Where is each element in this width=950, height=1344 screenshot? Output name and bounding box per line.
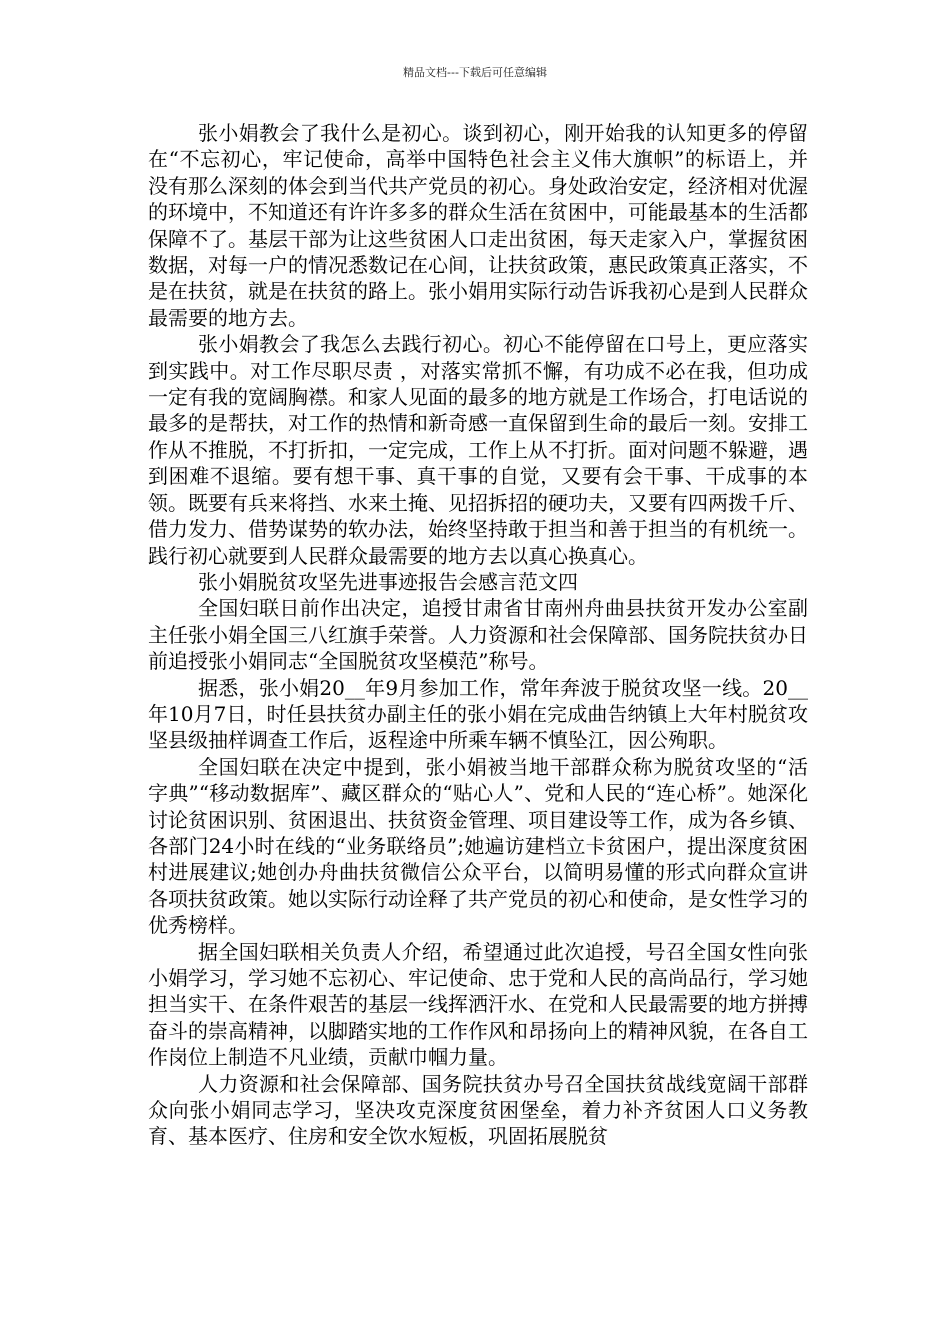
paragraph-7: 人力资源和社会保障部、国务院扶贫办号召全国扶贫战线宽阔干部群众向张小娟同志学习，坚决攻克深度贫困堡垒，着力补齐贫困人口义务教育、基本医疗、住房和安全饮水短板，巩固拓展脱贫 xyxy=(148,1071,808,1149)
paragraph-3: 全国妇联日前作出决定，追授甘肃省甘南州舟曲县扶贫开发办公室副主任张小娟全国三八红旗手荣誉。人力资源和社会保障部、国务院扶贫办日前追授张小娟同志“全国脱贫攻坚模范”称号。 xyxy=(148,596,808,674)
paragraph-4: 据悉，张小娟20__年9月参加工作，常年奔波于脱贫攻坚一线。20__年10月7日，时任县扶贫办副主任的张小娟在完成曲告纳镇上大年村脱贫攻坚县级抽样调查工作后，返程途中所乘车辆不慎坠江，因公殉职。 xyxy=(148,675,808,753)
paragraph-2: 张小娟教会了我怎么去践行初心。初心不能停留在口号上，更应落实到实践中。对工作尽职尽责 ，对落实常抓不懈，有功成不必在我，但功成一定有我的宽阔胸襟。和家人见面的最多的地方就是工作场合，打电话说的最多的是帮扶，对工作的热情和新奇感一直保留到生命的最后一刻。安排工作从不推脱，不打折扣，一定完成，工作上从不打折。面对问题不躲避，遇到困难不退缩。要有想干事、真干事的自觉，又要有会干事、干成事的本领。既要有兵来将挡、水来土掩、见招拆招的硬功夫，又要有四两拨千斤、借力发力、借势谋势的软办法，始终坚持敢于担当和善于担当的有机统一。 践行初心就要到人民群众最需要的地方去以真心换真心。 xyxy=(148,332,808,568)
paragraph-5: 全国妇联在决定中提到，张小娟被当地干部群众称为脱贫攻坚的“活字典”“移动数据库”、藏区群众的“贴心人”、党和人民的“连心桥”。她深化讨论贫困识别、贫困退出、扶贫资金管理、项目建设等工作，成为各乡镇、各部门24小时在线的“业务联络员”;她遍访建档立卡贫困户，提出深度贫困村进展建议;她创办舟曲扶贫微信公众平台，以简明易懂的形式向群众宣讲各项扶贫政策。她以实际行动诠释了共产党员的初心和使命，是女性学习的优秀榜样。 xyxy=(148,754,808,938)
page-header: 精品文档---下载后可任意编辑 xyxy=(403,66,547,79)
section-title: 张小娟脱贫攻坚先进事迹报告会感言范文四 xyxy=(198,569,578,594)
document-body xyxy=(148,120,808,1150)
paragraph-1: 张小娟教会了我什么是初心。谈到初心，刚开始我的认知更多的停留在“不忘初心，牢记使命，高举中国特色社会主义伟大旗帜”的标语上，并没有那么深刻的体会到当代共产党员的初心。身处政治安定，经济相对优渥的环境中，不知道还有许许多多的群众生活在贫困中，可能最基本的生活都保障不了。基层干部为让这些贫困人口走出贫困，每天走家入户，掌握贫困数据，对每一户的情况悉数记在心间，让扶贫政策，惠民政策真正落实，不是在扶贫，就是在扶贫的路上。张小娟用实际行动告诉我初心是到人民群众最需要的地方去。 xyxy=(148,121,808,330)
paragraph-6: 据全国妇联相关负责人介绍，希望通过此次追授，号召全国女性向张小娟学习，学习她不忘初心、牢记使命、忠于党和人民的高尚品行，学习她担当实干、在条件艰苦的基层一线挥洒汗水、在党和人民最需要的地方拼搏奋斗的崇高精神，以脚踏实地的工作作风和昂扬向上的精神风貌，在各自工作岗位上制造不凡业绩，贡献巾帼力量。 xyxy=(148,939,808,1070)
